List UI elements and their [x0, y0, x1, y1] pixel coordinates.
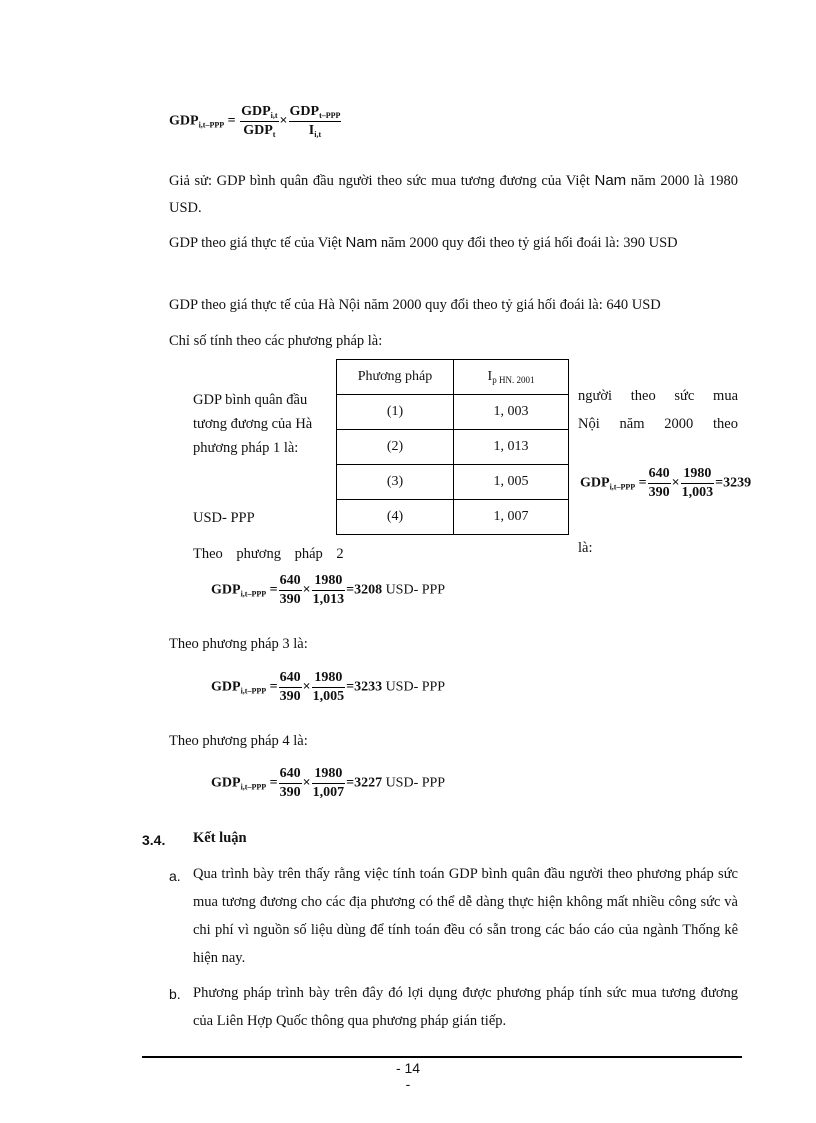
general-formula: $GDP_{i,t-PPP}$ = $\frac{GDP_{i,t}}{GDP_t}$ × $\frac{GDP_{t-PPP}}{I_{i,t}}$ [169, 104, 341, 139]
cell-value: 1, 013 [454, 430, 569, 465]
table-row [337, 500, 569, 535]
cell-method: (1) [337, 395, 454, 430]
method2-formula: $GDP_{i,t-PPP}$ = $\frac{640}{390}$ × $\frac{1980}{1,013}$ =3208 USD- PPP [211, 573, 446, 607]
header-index: $I_{p HN. 2001}$ [454, 360, 569, 395]
method4-formula: $GDP_{i,t-PPP}$ = $\frac{640}{390}$ × $\frac{1980}{1,007}$ =3227 USD- PPP [211, 766, 446, 800]
paragraph-assumption: Giả sử: GDP bình quân đầu người theo sức mua tương đương của Việt Nam năm 2000 là 1980 USD. [169, 172, 738, 216]
cell-method: (4) [337, 500, 454, 535]
table-header-row [337, 360, 569, 395]
list-item-a: Qua trình bày trên thấy rằng việc tính toán GDP bình quân đầu người theo phương pháp sức mua tương đương cho các địa phương có thể dễ dàng thực hiện không mất nhiều công sức và chi phí vì nguồn số liệu dùng để tính toán đều có sẵn trong các báo cáo của ngành Thống kê hiện nay. [193, 866, 738, 966]
table-row [337, 465, 569, 500]
paragraph-vn-gdp: GDP theo giá thực tế của Việt Nam năm 2000 quy đổi theo tỷ giá hối đoái là: 390 USD [169, 234, 678, 251]
page-number-dash: - [405, 1076, 411, 1092]
header-method: Phương pháp [337, 360, 454, 395]
footer-rule [142, 1056, 742, 1058]
page-number: - 14 [395, 1060, 421, 1076]
paragraph-index-intro: Chỉ số tính theo các phương pháp là: [169, 333, 383, 349]
cell-method: (2) [337, 430, 454, 465]
list-item-b: Phương pháp trình bày trên đây đó lợi dụng được phương pháp tính sức mua tương đương của Liên Hợp Quốc thông qua phương pháp gián tiếp. [193, 985, 738, 1029]
cell-value: 1, 007 [454, 500, 569, 535]
list-marker-a: a. [169, 868, 181, 884]
method1-left-text [193, 388, 351, 460]
method1-unit: USD- PPP [193, 510, 255, 526]
method3-formula: $GDP_{i,t-PPP}$ = $\frac{640}{390}$ × $\frac{1980}{1,005}$ =3233 USD- PPP [211, 670, 446, 704]
index-table [336, 359, 569, 535]
method1-right-line1: người theo sức mua [578, 388, 738, 404]
method1-formula: $GDP_{i,t-PPP}$ = $\frac{640}{390}$ × $\frac{1980}{1,003}$ =3239 [580, 466, 752, 500]
method1-left-line2: tương đương của Hà [193, 416, 313, 432]
section-title: Kết luận [193, 830, 247, 846]
table-row [337, 430, 569, 465]
method1-left-line1: GDP bình quân đầu [193, 392, 308, 408]
method3-label: Theo phương pháp 3 là: [169, 636, 308, 652]
method2-label-end: là: [578, 540, 593, 556]
cell-value: 1, 003 [454, 395, 569, 430]
method1-left-line3: phương pháp 1 là: [193, 440, 299, 456]
method4-label: Theo phương pháp 4 là: [169, 733, 308, 749]
method2-label: Theo phương pháp 2 [193, 546, 344, 562]
cell-method: (3) [337, 465, 454, 500]
method1-right-line2: Nội năm 2000 theo [578, 416, 738, 432]
list-marker-b: b. [169, 986, 181, 1002]
method1-right-text [578, 382, 738, 438]
table-row [337, 395, 569, 430]
section-number: 3.4. [142, 832, 166, 848]
cell-value: 1, 005 [454, 465, 569, 500]
paragraph-hn-gdp: GDP theo giá thực tế của Hà Nội năm 2000 quy đổi theo tỷ giá hối đoái là: 640 USD [169, 297, 661, 313]
